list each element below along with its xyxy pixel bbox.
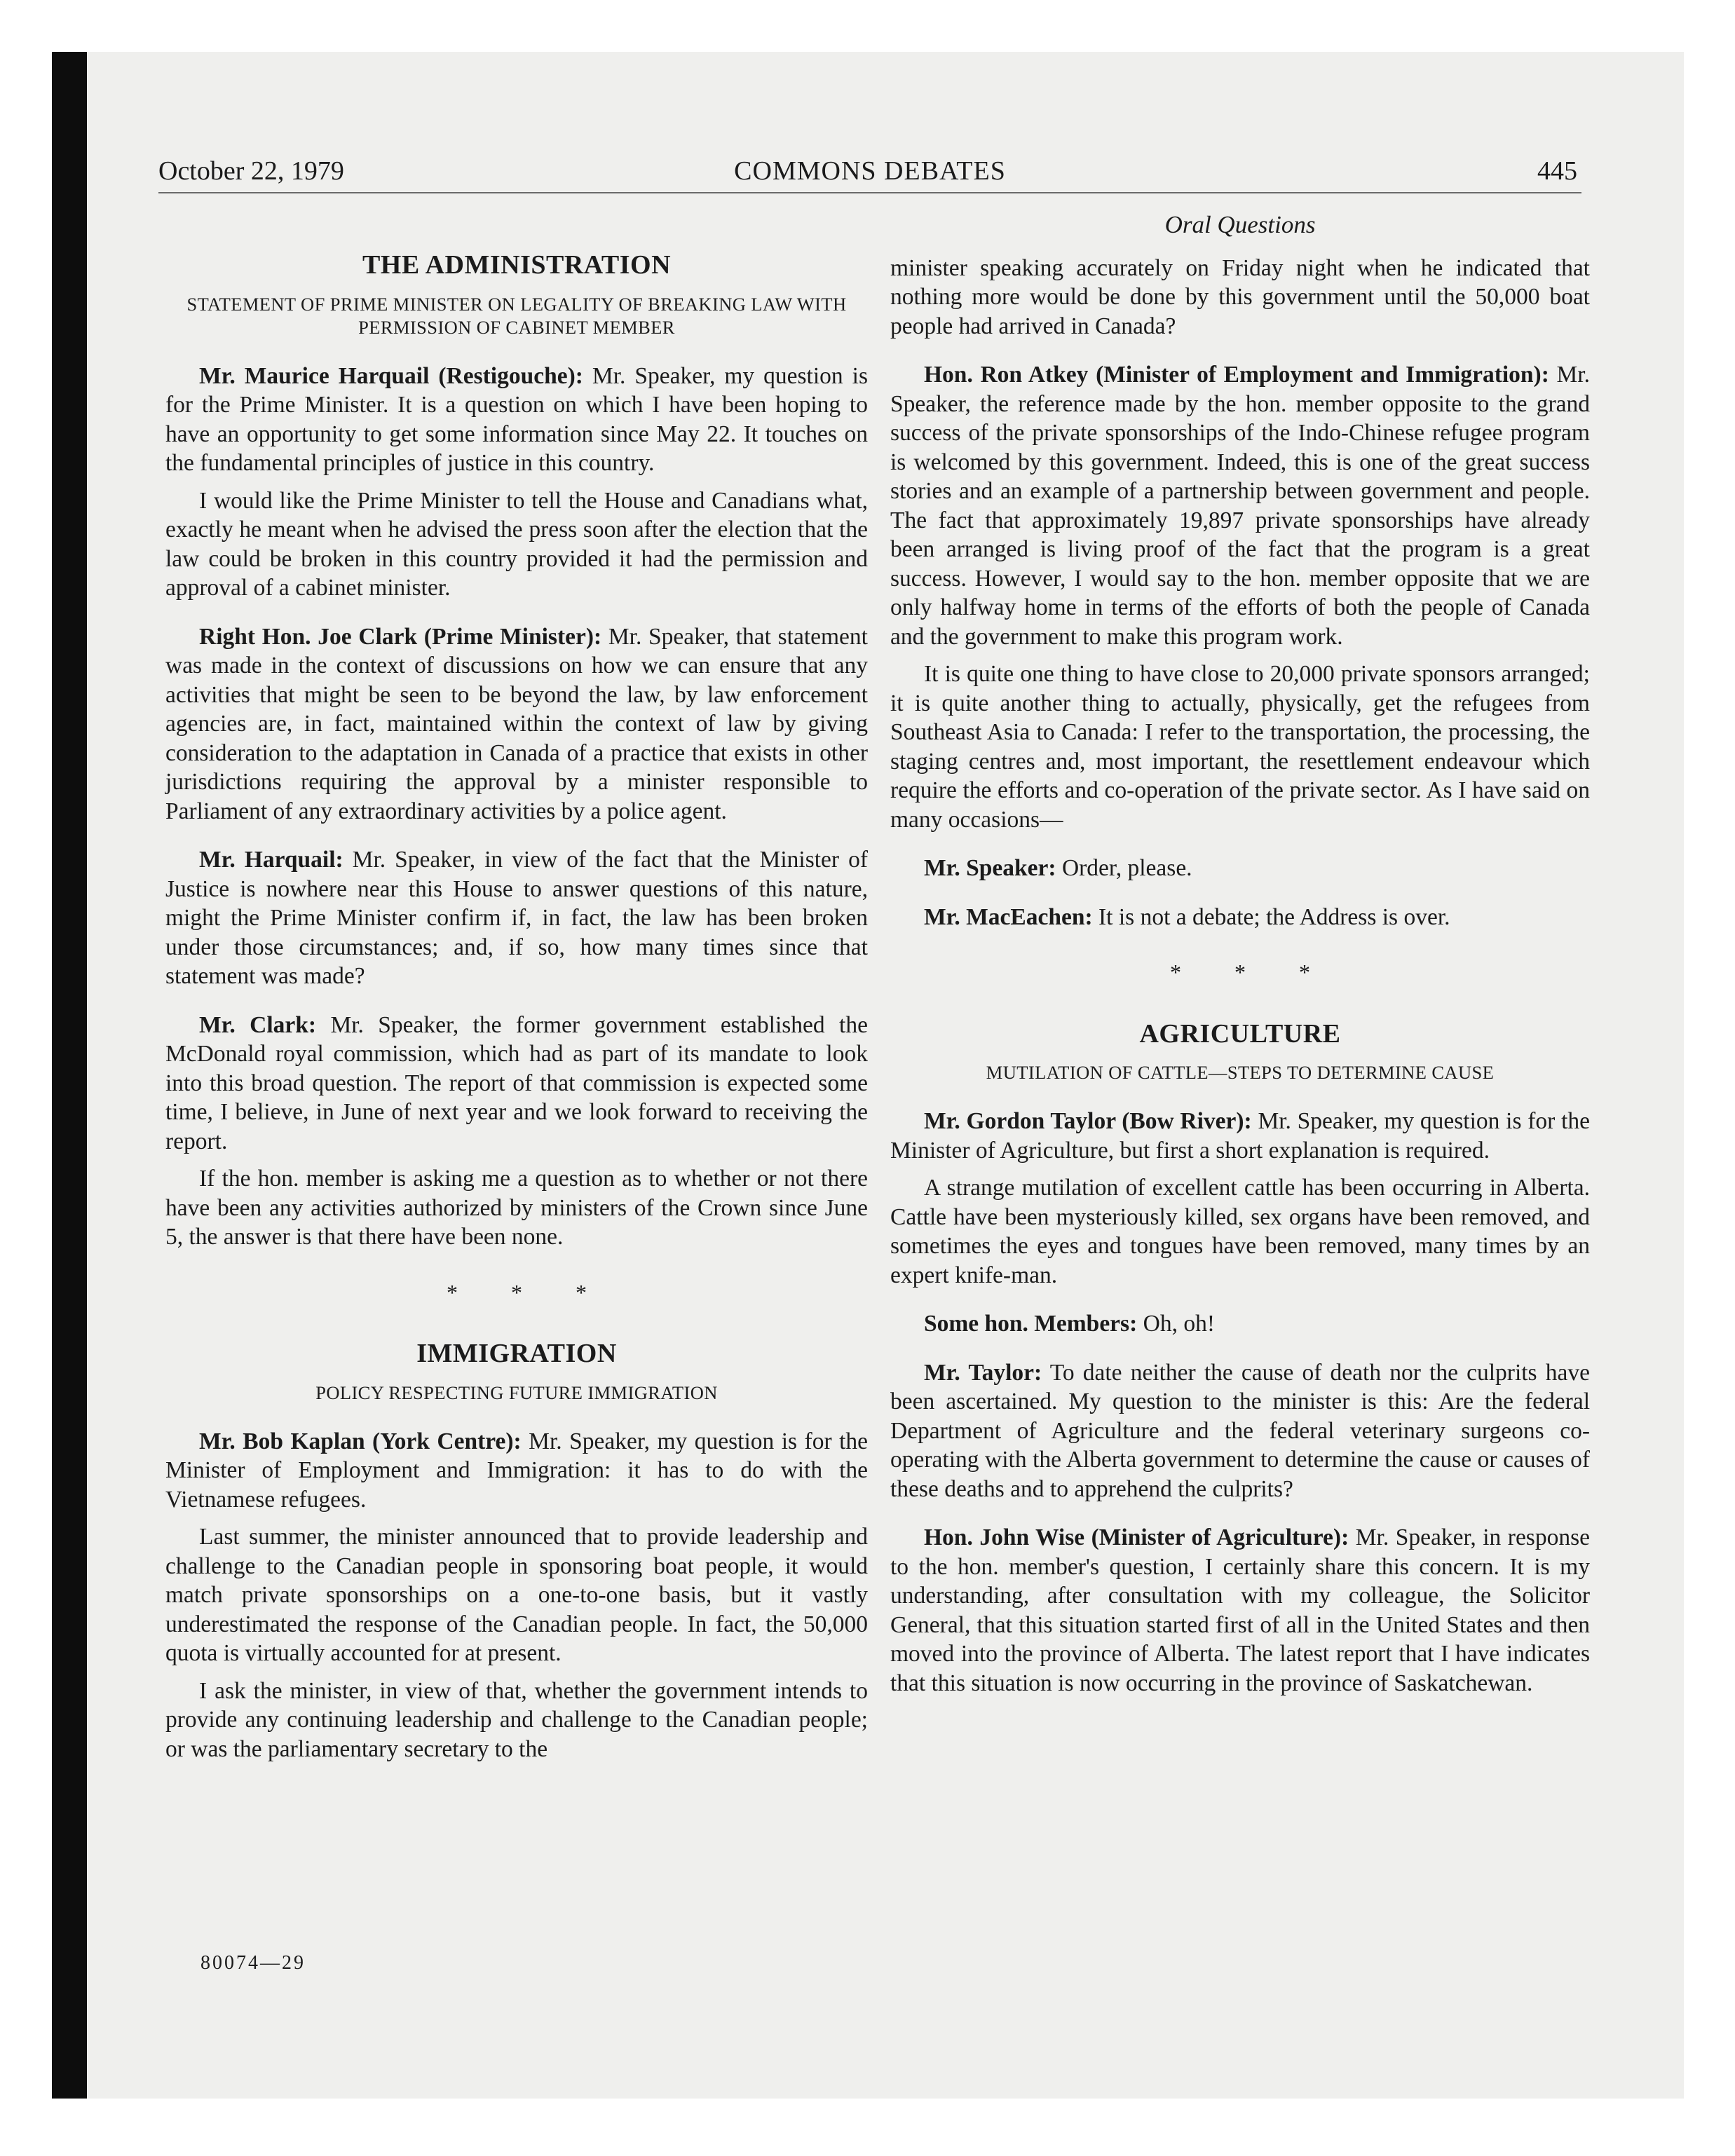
speaker: Hon. Ron Atkey (Minister of Employment and Immigration): bbox=[924, 362, 1549, 388]
paragraph: I would like the Prime Minister to tell the House and Canadians what, exactly he meant when he advised the press soon after the election that the law could be broken in this country provided it had the permission and approval of a cabinet minister. bbox=[165, 487, 868, 601]
page-header bbox=[158, 153, 1581, 193]
paragraph: Mr. Taylor: To date neither the cause of death nor the culprits have been ascertained. My question to the minister is this: Are the federal Department of Agriculture and the federal veterinary surgeons co-operating with the Alberta government to determine the cause or causes of these deaths and to apprehend the culprits? bbox=[890, 1359, 1590, 1502]
paragraph: Mr. Speaker: Order, please. bbox=[924, 855, 1192, 881]
speaker: Mr. MacEachen: bbox=[924, 903, 1093, 930]
header-date: October 22, 1979 bbox=[158, 156, 344, 186]
paragraph: Mr. Maurice Harquail (Restigouche): Mr. Speaker, my question is for the Prime Minister. It is a question on which I have been hoping to have an opportunity to get some information since May 22. It touches on the fundamental principles of justice in this country. bbox=[165, 362, 868, 476]
speaker: Mr. Maurice Harquail (Restigouche): bbox=[199, 362, 583, 389]
paragraph: Hon. Ron Atkey (Minister of Employment and Immigration): Mr. Speaker, the reference made by the hon. member opposite to the grand success of the private sponsorships of the Indo-Chinese refugee program is welcomed by this government. Indeed, this is one of the great success stories and an example of a partnership between government and people. The fact that approximately 19,897 private sponsorships have already been arranged is living proof of the fact that the program is a great success. However, I would say to the hon. member opposite that we are only halfway home in terms of the efforts of both the people of Canada and the government to make this program work. bbox=[890, 362, 1590, 650]
section-separator: * * * bbox=[1170, 960, 1334, 985]
paragraph: Mr. Harquail: Mr. Speaker, in view of the fact that the Minister of Justice is nowhere near this House to answer questions of this nature, might the Prime Minister confirm if, in fact, the law has been broken under those circumstances; and, if so, how many times since that statement was made? bbox=[165, 847, 868, 989]
speaker: Mr. Taylor: bbox=[924, 1359, 1042, 1386]
binding-edge bbox=[52, 52, 87, 2099]
section-separator: * * * bbox=[447, 1279, 611, 1305]
speaker: Mr. Clark: bbox=[199, 1011, 317, 1038]
left-column bbox=[165, 210, 868, 1772]
paragraph: Mr. Bob Kaplan (York Centre): Mr. Speaker, my question is for the Minister of Employment and Immigration: it has to do with the Vietnamese refugees. bbox=[165, 1428, 868, 1513]
page-number: 445 bbox=[1537, 156, 1577, 186]
paragraph: Hon. John Wise (Minister of Agriculture): Mr. Speaker, in response to the hon. member's question, I certainly share this concern. It is my understanding, after consultation with my colleague, the Solicitor General, that this situation started first of all in the United States and then moved into the province of Alberta. The latest report that I have indicates that this situation is now occurring in the province of Saskatchewan. bbox=[890, 1524, 1591, 1696]
paragraph: A strange mutilation of excellent cattle has been occurring in Alberta. Cattle have been mysteriously killed, sex organs have been removed, and sometimes the eyes and tongues have been removed, many times by an expert knife-man. bbox=[890, 1175, 1590, 1288]
paragraph: Some hon. Members: Oh, oh! bbox=[924, 1311, 1215, 1337]
section-heading: AGRICULTURE bbox=[1139, 1018, 1341, 1049]
running-head: Oral Questions bbox=[1164, 211, 1316, 238]
speaker: Hon. John Wise (Minister of Agriculture): bbox=[924, 1524, 1349, 1550]
paragraph: Mr. Gordon Taylor (Bow River): Mr. Speaker, my question is for the Minister of Agriculture, but first a short explanation is required. bbox=[890, 1108, 1590, 1164]
paragraph: It is quite one thing to have close to 20,000 private sponsors arranged; it is quite another thing to actually, physically, get the refugees from Southeast Asia to Canada: I refer to the transportation, the processing, the staging centres and, most important, the resettlement endeavour which require the efforts and co-operation of the private sector. As I have said on many occasions— bbox=[890, 661, 1590, 833]
speaker: Mr. Gordon Taylor (Bow River): bbox=[924, 1108, 1252, 1134]
right-column bbox=[890, 210, 1590, 1706]
paragraph: If the hon. member is asking me a question as to whether or not there have been any activities authorized by ministers of the Crown since June 5, the answer is that there have been none. bbox=[165, 1166, 868, 1250]
paragraph: I ask the minister, in view of that, whether the government intends to provide any continuing leadership and challenge to the Canadian people; or was the parliamentary secretary to the bbox=[165, 1677, 868, 1762]
paragraph: Right Hon. Joe Clark (Prime Minister): Mr. Speaker, that statement was made in the context of discussions on how we can ensure that any activities that might be seen to be beyond the law, by law enforcement agencies are, in fact, maintained within the context of law by giving consideration to the adaptation in Canada of a practice that exists in other jurisdictions requiring the approval by a minister responsible to Parliament of any extraordinary activities by a police agent. bbox=[165, 623, 868, 824]
paragraph: Last summer, the minister announced that to provide leadership and challenge to the Canadian people in sponsoring boat people, it would match private sponsorships on a one-to-one basis, but it vastly underestimated the response of the Canadian people. In fact, the 50,000 quota is virtually accounted for at present. bbox=[165, 1524, 868, 1666]
speaker: Mr. Bob Kaplan (York Centre): bbox=[199, 1428, 522, 1454]
section-subheading: STATEMENT OF PRIME MINISTER ON LEGALITY OF BREAKING LAW WITH PERMISSION OF CABINET MEMBER bbox=[186, 293, 847, 338]
section-heading: THE ADMINISTRATION bbox=[362, 250, 672, 280]
header-title: COMMONS DEBATES bbox=[734, 156, 1006, 186]
speaker: Some hon. Members: bbox=[924, 1311, 1138, 1337]
paragraph: Mr. MacEachen: It is not a debate; the Address is over. bbox=[924, 903, 1450, 930]
print-code: 80074—29 bbox=[200, 1952, 306, 1974]
speaker: Mr. Harquail: bbox=[199, 847, 343, 873]
speaker: Right Hon. Joe Clark (Prime Minister): bbox=[199, 623, 602, 650]
section-subheading: POLICY RESPECTING FUTURE IMMIGRATION bbox=[315, 1381, 718, 1403]
speaker: Mr. Speaker: bbox=[924, 855, 1056, 881]
paragraph: Mr. Clark: Mr. Speaker, the former government established the McDonald royal commission, which had as part of its mandate to look into this broad question. The report of that commission is expected some time, I believe, in June of next year and we look forward to receiving the report. bbox=[165, 1011, 868, 1154]
section-heading: IMMIGRATION bbox=[416, 1339, 617, 1368]
section-subheading: MUTILATION OF CATTLE—STEPS TO DETERMINE CAUSE bbox=[986, 1062, 1495, 1083]
paragraph: minister speaking accurately on Friday night when he indicated that nothing more would be done by this government until the 50,000 boat people had arrived in Canada? bbox=[890, 254, 1590, 339]
